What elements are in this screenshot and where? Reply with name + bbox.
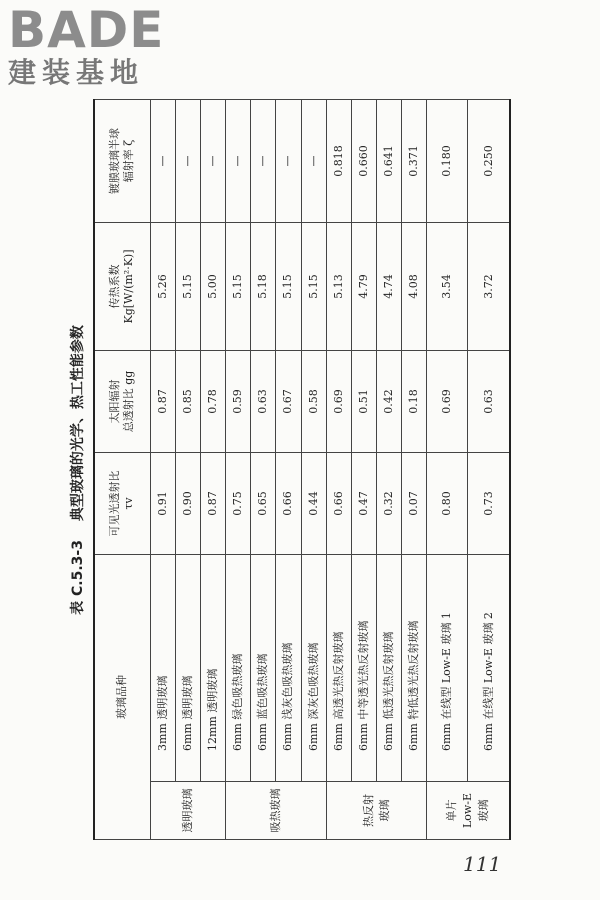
table-number: 表 C.5.3-3 bbox=[70, 540, 86, 615]
emissivity-value: — bbox=[200, 100, 225, 223]
watermark-logo bbox=[8, 1, 178, 96]
glass-name: 6mm 绿色吸热玻璃 bbox=[226, 555, 251, 782]
glass-name: 6mm 在线型 Low-E 玻璃 2 bbox=[468, 555, 510, 782]
glass-name: 6mm 浅灰色吸热玻璃 bbox=[276, 555, 301, 782]
visible-value: 0.44 bbox=[301, 453, 326, 555]
rotated-table-block bbox=[63, 100, 513, 840]
category-lowe: 单片 Low-E 玻璃 bbox=[427, 782, 510, 840]
heat-value: 4.74 bbox=[377, 223, 402, 351]
emissivity-value: — bbox=[251, 100, 276, 223]
header-glass-type: 玻璃品种 bbox=[94, 555, 150, 840]
table-row bbox=[377, 100, 402, 840]
visible-value: 0.73 bbox=[468, 453, 510, 555]
glass-name: 6mm 低透光热反射玻璃 bbox=[377, 555, 402, 782]
heat-value: 5.15 bbox=[276, 223, 301, 351]
page-number: 111 bbox=[463, 852, 502, 876]
visible-value: 0.66 bbox=[276, 453, 301, 555]
solar-value: 0.85 bbox=[175, 351, 200, 453]
table-row bbox=[402, 100, 427, 840]
visible-value: 0.80 bbox=[427, 453, 468, 555]
heat-value: 4.79 bbox=[351, 223, 376, 351]
header-visible-transmittance: 可见光透射比 τv bbox=[94, 453, 150, 555]
heat-value: 5.18 bbox=[251, 223, 276, 351]
solar-value: 0.18 bbox=[402, 351, 427, 453]
visible-value: 0.65 bbox=[251, 453, 276, 555]
solar-value: 0.59 bbox=[226, 351, 251, 453]
header-emissivity: 镀膜玻璃半球 辐射率 ζ bbox=[94, 100, 150, 223]
table-row bbox=[251, 100, 276, 840]
heat-value: 3.54 bbox=[427, 223, 468, 351]
emissivity-value: 0.818 bbox=[326, 100, 351, 223]
visible-value: 0.32 bbox=[377, 453, 402, 555]
heat-value: 5.15 bbox=[175, 223, 200, 351]
header-heat-transfer: 传热系数 Kg[W/(m²·K)] bbox=[94, 223, 150, 351]
visible-value: 0.87 bbox=[200, 453, 225, 555]
heat-value: 5.15 bbox=[301, 223, 326, 351]
heat-value: 5.15 bbox=[226, 223, 251, 351]
heat-value: 4.08 bbox=[402, 223, 427, 351]
table-row bbox=[301, 100, 326, 840]
logo-chinese-text: 建装基地 bbox=[8, 56, 145, 89]
emissivity-value: 0.250 bbox=[468, 100, 510, 223]
heat-value: 5.00 bbox=[200, 223, 225, 351]
category-reflective: 热反射 玻璃 bbox=[326, 782, 427, 840]
glass-properties-table bbox=[93, 99, 511, 840]
solar-value: 0.69 bbox=[326, 351, 351, 453]
emissivity-value: — bbox=[150, 100, 175, 223]
visible-value: 0.07 bbox=[402, 453, 427, 555]
table-header-row bbox=[94, 100, 150, 840]
emissivity-value: 0.660 bbox=[351, 100, 376, 223]
glass-name: 6mm 透明玻璃 bbox=[175, 555, 200, 782]
emissivity-value: 0.180 bbox=[427, 100, 468, 223]
table-row bbox=[468, 100, 510, 840]
table-row bbox=[226, 100, 251, 840]
glass-name: 6mm 高透光热反射玻璃 bbox=[326, 555, 351, 782]
table-row bbox=[351, 100, 376, 840]
solar-value: 0.87 bbox=[150, 351, 175, 453]
category-absorbing: 吸热玻璃 bbox=[226, 782, 327, 840]
visible-value: 0.90 bbox=[175, 453, 200, 555]
heat-value: 5.26 bbox=[150, 223, 175, 351]
solar-value: 0.51 bbox=[351, 351, 376, 453]
table-title-text: 典型玻璃的光学、热工性能参数 bbox=[70, 325, 86, 522]
logo-latin-text: BADE bbox=[8, 1, 165, 59]
solar-value: 0.63 bbox=[468, 351, 510, 453]
visible-value: 0.66 bbox=[326, 453, 351, 555]
emissivity-value: — bbox=[175, 100, 200, 223]
solar-value: 0.69 bbox=[427, 351, 468, 453]
header-solar-transmittance: 太阳辐射 总透射比 gg bbox=[94, 351, 150, 453]
category-clear: 透明玻璃 bbox=[150, 782, 226, 840]
glass-name: 6mm 特低透光热反射玻璃 bbox=[402, 555, 427, 782]
solar-value: 0.63 bbox=[251, 351, 276, 453]
table-row bbox=[326, 100, 351, 840]
glass-name: 6mm 深灰色吸热玻璃 bbox=[301, 555, 326, 782]
table-row bbox=[175, 100, 200, 840]
solar-value: 0.67 bbox=[276, 351, 301, 453]
glass-name: 12mm 透明玻璃 bbox=[200, 555, 225, 782]
glass-name: 6mm 蓝色吸热玻璃 bbox=[251, 555, 276, 782]
emissivity-value: — bbox=[276, 100, 301, 223]
table-title bbox=[67, 100, 87, 840]
emissivity-value: — bbox=[301, 100, 326, 223]
solar-value: 0.78 bbox=[200, 351, 225, 453]
table-row bbox=[200, 100, 225, 840]
solar-value: 0.58 bbox=[301, 351, 326, 453]
glass-name: 6mm 中等透光热反射玻璃 bbox=[351, 555, 376, 782]
emissivity-value: — bbox=[226, 100, 251, 223]
solar-value: 0.42 bbox=[377, 351, 402, 453]
visible-value: 0.75 bbox=[226, 453, 251, 555]
emissivity-value: 0.371 bbox=[402, 100, 427, 223]
glass-name: 3mm 透明玻璃 bbox=[150, 555, 175, 782]
heat-value: 3.72 bbox=[468, 223, 510, 351]
heat-value: 5.13 bbox=[326, 223, 351, 351]
visible-value: 0.47 bbox=[351, 453, 376, 555]
table-row bbox=[150, 100, 175, 840]
table-row bbox=[427, 100, 468, 840]
emissivity-value: 0.641 bbox=[377, 100, 402, 223]
table-row bbox=[276, 100, 301, 840]
glass-name: 6mm 在线型 Low-E 玻璃 1 bbox=[427, 555, 468, 782]
visible-value: 0.91 bbox=[150, 453, 175, 555]
